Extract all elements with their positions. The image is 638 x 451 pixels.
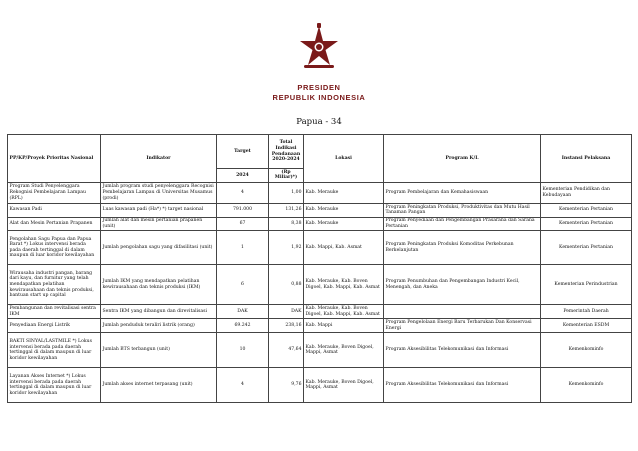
cell-total: 47,64 xyxy=(269,333,304,368)
cell-lokasi: Kab. Merauke xyxy=(304,182,384,203)
cell-lokasi: Kab. Merauke xyxy=(304,203,384,217)
region-title: Papua - 34 xyxy=(296,117,342,127)
cell-program-kl: Program Penyediaan dan Pengembangan Prasarana dan Sarana Pertanian xyxy=(384,217,541,231)
header-target: Target xyxy=(217,135,269,169)
cell-instansi xyxy=(541,368,632,403)
priority-table xyxy=(7,134,632,403)
table-row xyxy=(8,265,632,305)
cell-lokasi: Kab. Mappi xyxy=(304,319,384,333)
header-year: 2024 xyxy=(217,169,269,183)
table-row xyxy=(8,217,632,231)
cell-indikator: Jumlah program studi penyelenggara Recognisi Pembelajaran Lampau di Universitas Musamus (prodi) xyxy=(101,182,217,203)
cell-program-kl: Program Pengelolaan Energi Baru Terbarukan Dan Konservasi Energi xyxy=(384,319,541,333)
cell-lokasi: Kab. Merauke xyxy=(304,217,384,231)
cell-lokasi: Kab. Merauke, Boven Digoel, Mappi, Asmat xyxy=(304,333,384,368)
cell-instansi-text: Pemerintah Daerah xyxy=(563,309,609,315)
header-total: Total Indikasi Pendanaan 2020-2024 xyxy=(269,135,304,169)
cell-program: Pembangunan dan revitalisasi sentra IKM xyxy=(8,305,101,319)
cell-instansi-text: Kementerian Pendidikan dan Kebudayaan xyxy=(542,187,610,198)
cell-indikator: Jumlah alat dan mesin pertanian prapanen (unit) xyxy=(101,217,217,231)
brand-line-2: REPUBLIK INDONESIA xyxy=(272,93,366,102)
cell-lokasi: Kab. Mappi, Kab. Asmat xyxy=(304,231,384,265)
cell-instansi xyxy=(541,319,632,333)
cell-program-kl: Program Peningkatan Produksi, Produktivitas dan Mutu Hasil Tanaman Pangan xyxy=(384,203,541,217)
header-lokasi: Lokasi xyxy=(304,135,384,183)
cell-program: Kawasan Padi xyxy=(8,203,101,217)
cell-indikator: Jumlah akses internet terpasang (unit) xyxy=(101,368,217,403)
cell-total: 131,26 xyxy=(269,203,304,217)
cell-program: Pengolahan Sagu Papua dan Papua Barat *) Lokus intervensi berada pada daerah tertinggal di dalam maupun di luar koridor kewilayahan xyxy=(8,231,101,265)
cell-instansi xyxy=(541,203,632,217)
cell-instansi-text: Kemenkominfo xyxy=(568,382,604,388)
table-row xyxy=(8,319,632,333)
cell-indikator: Jumlah IKM yang mendapatkan pelatihan kewirausahaan dan teknis produksi (IKM) xyxy=(101,265,217,305)
cell-indikator: Jumlah pengolahan sagu yang difasilitasi (unit) xyxy=(101,231,217,265)
header-program: PP/KP/Proyek Prioritas Nasional xyxy=(8,135,101,183)
table-row xyxy=(8,333,632,368)
cell-indikator: Jumlah BTS terbangun (unit) xyxy=(101,333,217,368)
header-unit: (Rp Miliar)*) xyxy=(269,169,304,183)
cell-lokasi: Kab. Merauke, Kab. Boven Digoel, Kab. Mappi, Kab. Asmat xyxy=(304,265,384,305)
cell-instansi-text: Kementerian Pertanian xyxy=(559,221,613,227)
cell-program: Alat dan Mesin Pertanian Prapanen xyxy=(8,217,101,231)
cell-total: 9,76 xyxy=(269,368,304,403)
cell-instansi xyxy=(541,231,632,265)
cell-target: 4 xyxy=(217,368,269,403)
cell-target: 4 xyxy=(217,182,269,203)
cell-total: 1,92 xyxy=(269,231,304,265)
table-row xyxy=(8,231,632,265)
cell-indikator: Sentra IKM yang dibangun dan direvitalisasi xyxy=(101,305,217,319)
cell-target: 67 xyxy=(217,217,269,231)
cell-program: Penyediaan Energi Listrik xyxy=(8,319,101,333)
header-indikator: Indikator xyxy=(101,135,217,183)
cell-program-kl xyxy=(384,305,541,319)
table-row xyxy=(8,203,632,217)
cell-instansi-text: Kemenkominfo xyxy=(568,347,604,353)
header-instansi: Instansi Pelaksana xyxy=(541,135,632,183)
cell-total: 1,00 xyxy=(269,182,304,203)
cell-indikator: Jumlah penduduk teraliri listrik (orang) xyxy=(101,319,217,333)
cell-instansi xyxy=(541,333,632,368)
cell-program: Program Studi Penyelenggara Rekognisi Pembelajaran Lampau (RPL) xyxy=(8,182,101,203)
cell-program: BAKTI SINYAL/LASTMILE *) Lokus intervensi berada pada daerah tertinggal di dalam maupun di luar koridor kewilayahan xyxy=(8,333,101,368)
cell-target: 69.242 xyxy=(217,319,269,333)
cell-lokasi: Kab. Merauke, Boven Digoel, Mappi, Asmat xyxy=(304,368,384,403)
cell-target: 1 xyxy=(217,231,269,265)
cell-program-kl: Program Peningkatan Produksi Komoditas Perkebunan Berkelanjutan xyxy=(384,231,541,265)
cell-instansi xyxy=(541,182,632,203)
document-header xyxy=(0,0,638,112)
cell-instansi-text: Kementerian Perindustrian xyxy=(554,282,618,288)
cell-instansi-text: Kementerian Pertanian xyxy=(559,207,613,213)
cell-program: Layanan Akses Internet *) Lokus intervensi berada pada daerah tertinggal di dalam maupun di luar koridor kewilayahan xyxy=(8,368,101,403)
cell-target: 791.000 xyxy=(217,203,269,217)
table-row xyxy=(8,368,632,403)
brand-line-1: PRESIDEN xyxy=(297,83,341,92)
garuda-star-emblem-icon xyxy=(294,22,344,72)
cell-program-kl: Program Penumbuhan dan Pengembangan Industri Kecil, Menengah, dan Aneka xyxy=(384,265,541,305)
cell-total: 0,88 xyxy=(269,265,304,305)
cell-instansi-text: Kementerian Pertanian xyxy=(559,245,613,251)
table-row xyxy=(8,305,632,319)
cell-indikator: Luas kawasan padi (Ha*) *) target nasional xyxy=(101,203,217,217)
cell-instansi xyxy=(541,217,632,231)
cell-total: 8,38 xyxy=(269,217,304,231)
cell-instansi-text: Kementerian ESDM xyxy=(562,322,610,328)
cell-program-kl: Program Aksesibilitas Telekomunikasi dan Informasi xyxy=(384,368,541,403)
cell-lokasi: Kab. Merauke, Kab. Boven Digoel, Kab. Mappi, Kab. Asmat xyxy=(304,305,384,319)
cell-target: 6 xyxy=(217,265,269,305)
cell-program: Wirausaha industri pangan, barang dari kayu, dan furnitur yang telah mendapatkan pelatihan kewirausahaan dan teknis produksi, bantuan start up capital xyxy=(8,265,101,305)
cell-instansi xyxy=(541,265,632,305)
table-row xyxy=(8,182,632,203)
header-program-kl: Program K/L xyxy=(384,135,541,183)
cell-total: DAK xyxy=(269,305,304,319)
cell-program-kl: Program Pembelajaran dan Kemahasiswaan xyxy=(384,182,541,203)
cell-instansi xyxy=(541,305,632,319)
cell-target: 10 xyxy=(217,333,269,368)
cell-total: 238,16 xyxy=(269,319,304,333)
cell-target: DAK xyxy=(217,305,269,319)
cell-program-kl: Program Aksesibilitas Telekomunikasi dan Informasi xyxy=(384,333,541,368)
